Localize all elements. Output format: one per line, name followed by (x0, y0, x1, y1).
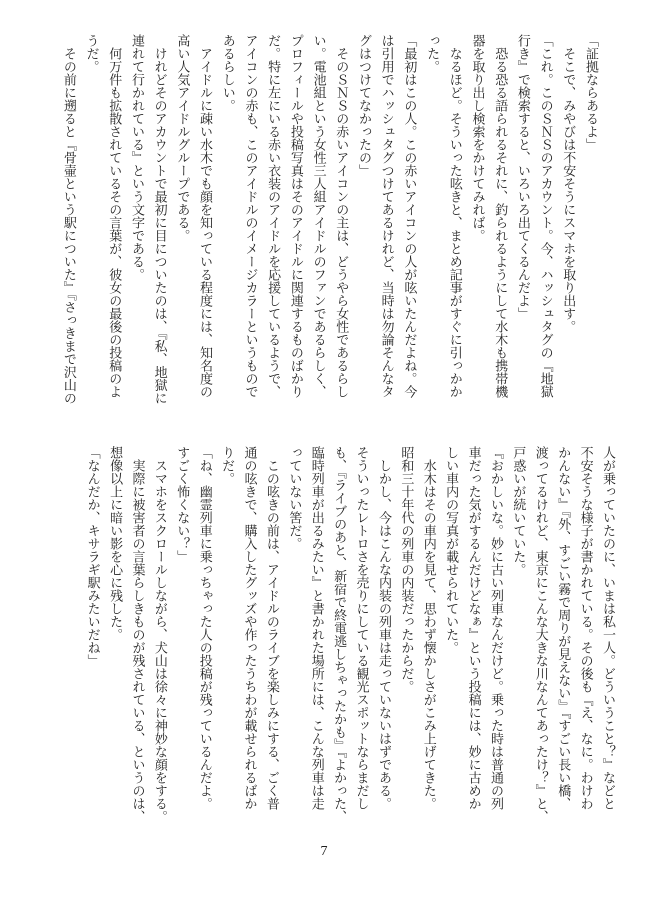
text-line: 不安そうな様子が書かれている。その後も『え、なに。わけわ (577, 446, 593, 810)
text-line: スマホをスクロールしながら、犬山は徐々に神妙な顔をする。 (151, 459, 167, 823)
text-line: った。 (424, 34, 440, 73)
text-line: い。電池組という女性三人組アイドルのファンであるらしく、 (310, 34, 326, 398)
text-line: 「証拠ならあるよ」 (583, 34, 598, 151)
text-line: すごく怖くない？」 (174, 446, 190, 563)
text-line: 渡ってるけれど、東京にこんな大きな川なんてあったけ？』と、 (532, 446, 548, 823)
upper-text-block (56, 34, 601, 426)
text-line: 昭和三十年代の列車の内装だったからだ。 (398, 446, 414, 693)
text-line: 臨時列車が出るみたい』と書かれた場所には、こんな列車は走 (308, 446, 324, 810)
text-line: しい車内の写真が載せられていた。 (443, 446, 459, 654)
text-line: 『おかしいな。妙に古い列車なんだけど。乗った時は普通の列 (487, 446, 503, 810)
text-line: そのＳＮＳの赤いアイコンの主は、どうやら女性であるらし (333, 47, 349, 398)
text-line: っていない筈だ。 (286, 446, 302, 550)
text-line: 人が乗っていたのに、いまは私一人。どういうこと？』などと (600, 446, 615, 810)
text-line: 「なんだか、キサラギ駅みたいだね」 (84, 446, 100, 667)
text-line: なるほど。そういった呟きと、まとめ記事がすぐに引っかか (446, 47, 462, 398)
text-line: 高い人気アイドルグループである。 (174, 34, 190, 242)
text-line: 戸惑いが続いていた。 (510, 446, 526, 576)
text-line: そこで、みやびは不安そうにスマホを取り出す。 (560, 47, 576, 333)
text-line: 水木はその車内を見て、思わず懐かしさがこみ上げてきた。 (420, 459, 436, 810)
text-line: 通の呟きで、購入したグッズや作ったうちわが載せられるばか (241, 446, 257, 810)
text-line: だ。特に左にいる赤い衣装のアイドルを応援しているようで、 (265, 34, 281, 398)
text-line: は引用でハッシュタグつけてあるけれど、当時は勿論そんなタ (378, 34, 394, 398)
text-line: プロフィールや投稿写真はそのアイドルに関連するものばかり (287, 34, 303, 398)
text-line: 器を取り出し検索をかけてみれば。 (469, 34, 485, 242)
text-line: 「ね、幽霊列車に乗っちゃった人の投稿が残っているんだよ。 (196, 446, 212, 810)
lower-text-block (80, 446, 618, 838)
text-line: 連れて行かれている』という文字である。 (128, 34, 144, 281)
text-line: そういったレトロさを売りにしている観光スポットならまだし (353, 446, 369, 810)
text-line: この呟きの前は、アイドルのライブを楽しみにする、ごく普 (263, 459, 279, 810)
text-line: けれどそのアカウントで最初に目についたのは、『私、地獄に (151, 47, 167, 405)
text-line: 想像以上に暗い影を心に残した。 (107, 446, 123, 641)
text-line: 実際に被害者の言葉らしきものが残されている、というのは、 (129, 459, 145, 823)
text-line: その前に遡ると『骨壷という駅についた』『さっきまで沢山の (60, 47, 76, 405)
text-line: 「最初はこの人。この赤いアイコンの人が呟いたんだよね。今 (401, 34, 417, 398)
text-line: 車だった気がするんだけどなぁ』という投稿には、妙に古めか (465, 446, 481, 810)
page-number: 7 (320, 844, 328, 859)
text-line: うだ。 (83, 34, 99, 73)
text-line: 「これ。このＳＮＳのアカウント。今、ハッシュタグの『地獄 (537, 34, 553, 398)
text-line: あるらしい。 (219, 34, 235, 112)
text-line: しかし、今はこんな内装の列車は走っていないはずである。 (375, 459, 391, 810)
text-line: 何万件も拡散されているその言葉が、彼女の最後の投稿のよ (106, 47, 122, 398)
text-line: りだ。 (219, 446, 235, 485)
text-line: 恐る恐る語られるそれに、釣られるようにして水木も携帯機 (492, 47, 508, 398)
text-line: も、『ライブのあと、新宿で終電逃しちゃったかも』『よかった、 (331, 446, 347, 823)
text-line: アイドルに疎い水木でも顔を知っている程度には、知名度の (197, 47, 213, 398)
text-line: アイコンの赤も、このアイドルのイメージカラーというもので (242, 34, 258, 398)
text-line: かんない』『外、すごい霧で周りが見えない』『すごい長い橋、 (555, 446, 571, 810)
text-line: 行き』で検索すると、いろいろ出てくるんだよ」 (514, 34, 530, 320)
text-line: グはつけてなかったの」 (355, 34, 371, 177)
